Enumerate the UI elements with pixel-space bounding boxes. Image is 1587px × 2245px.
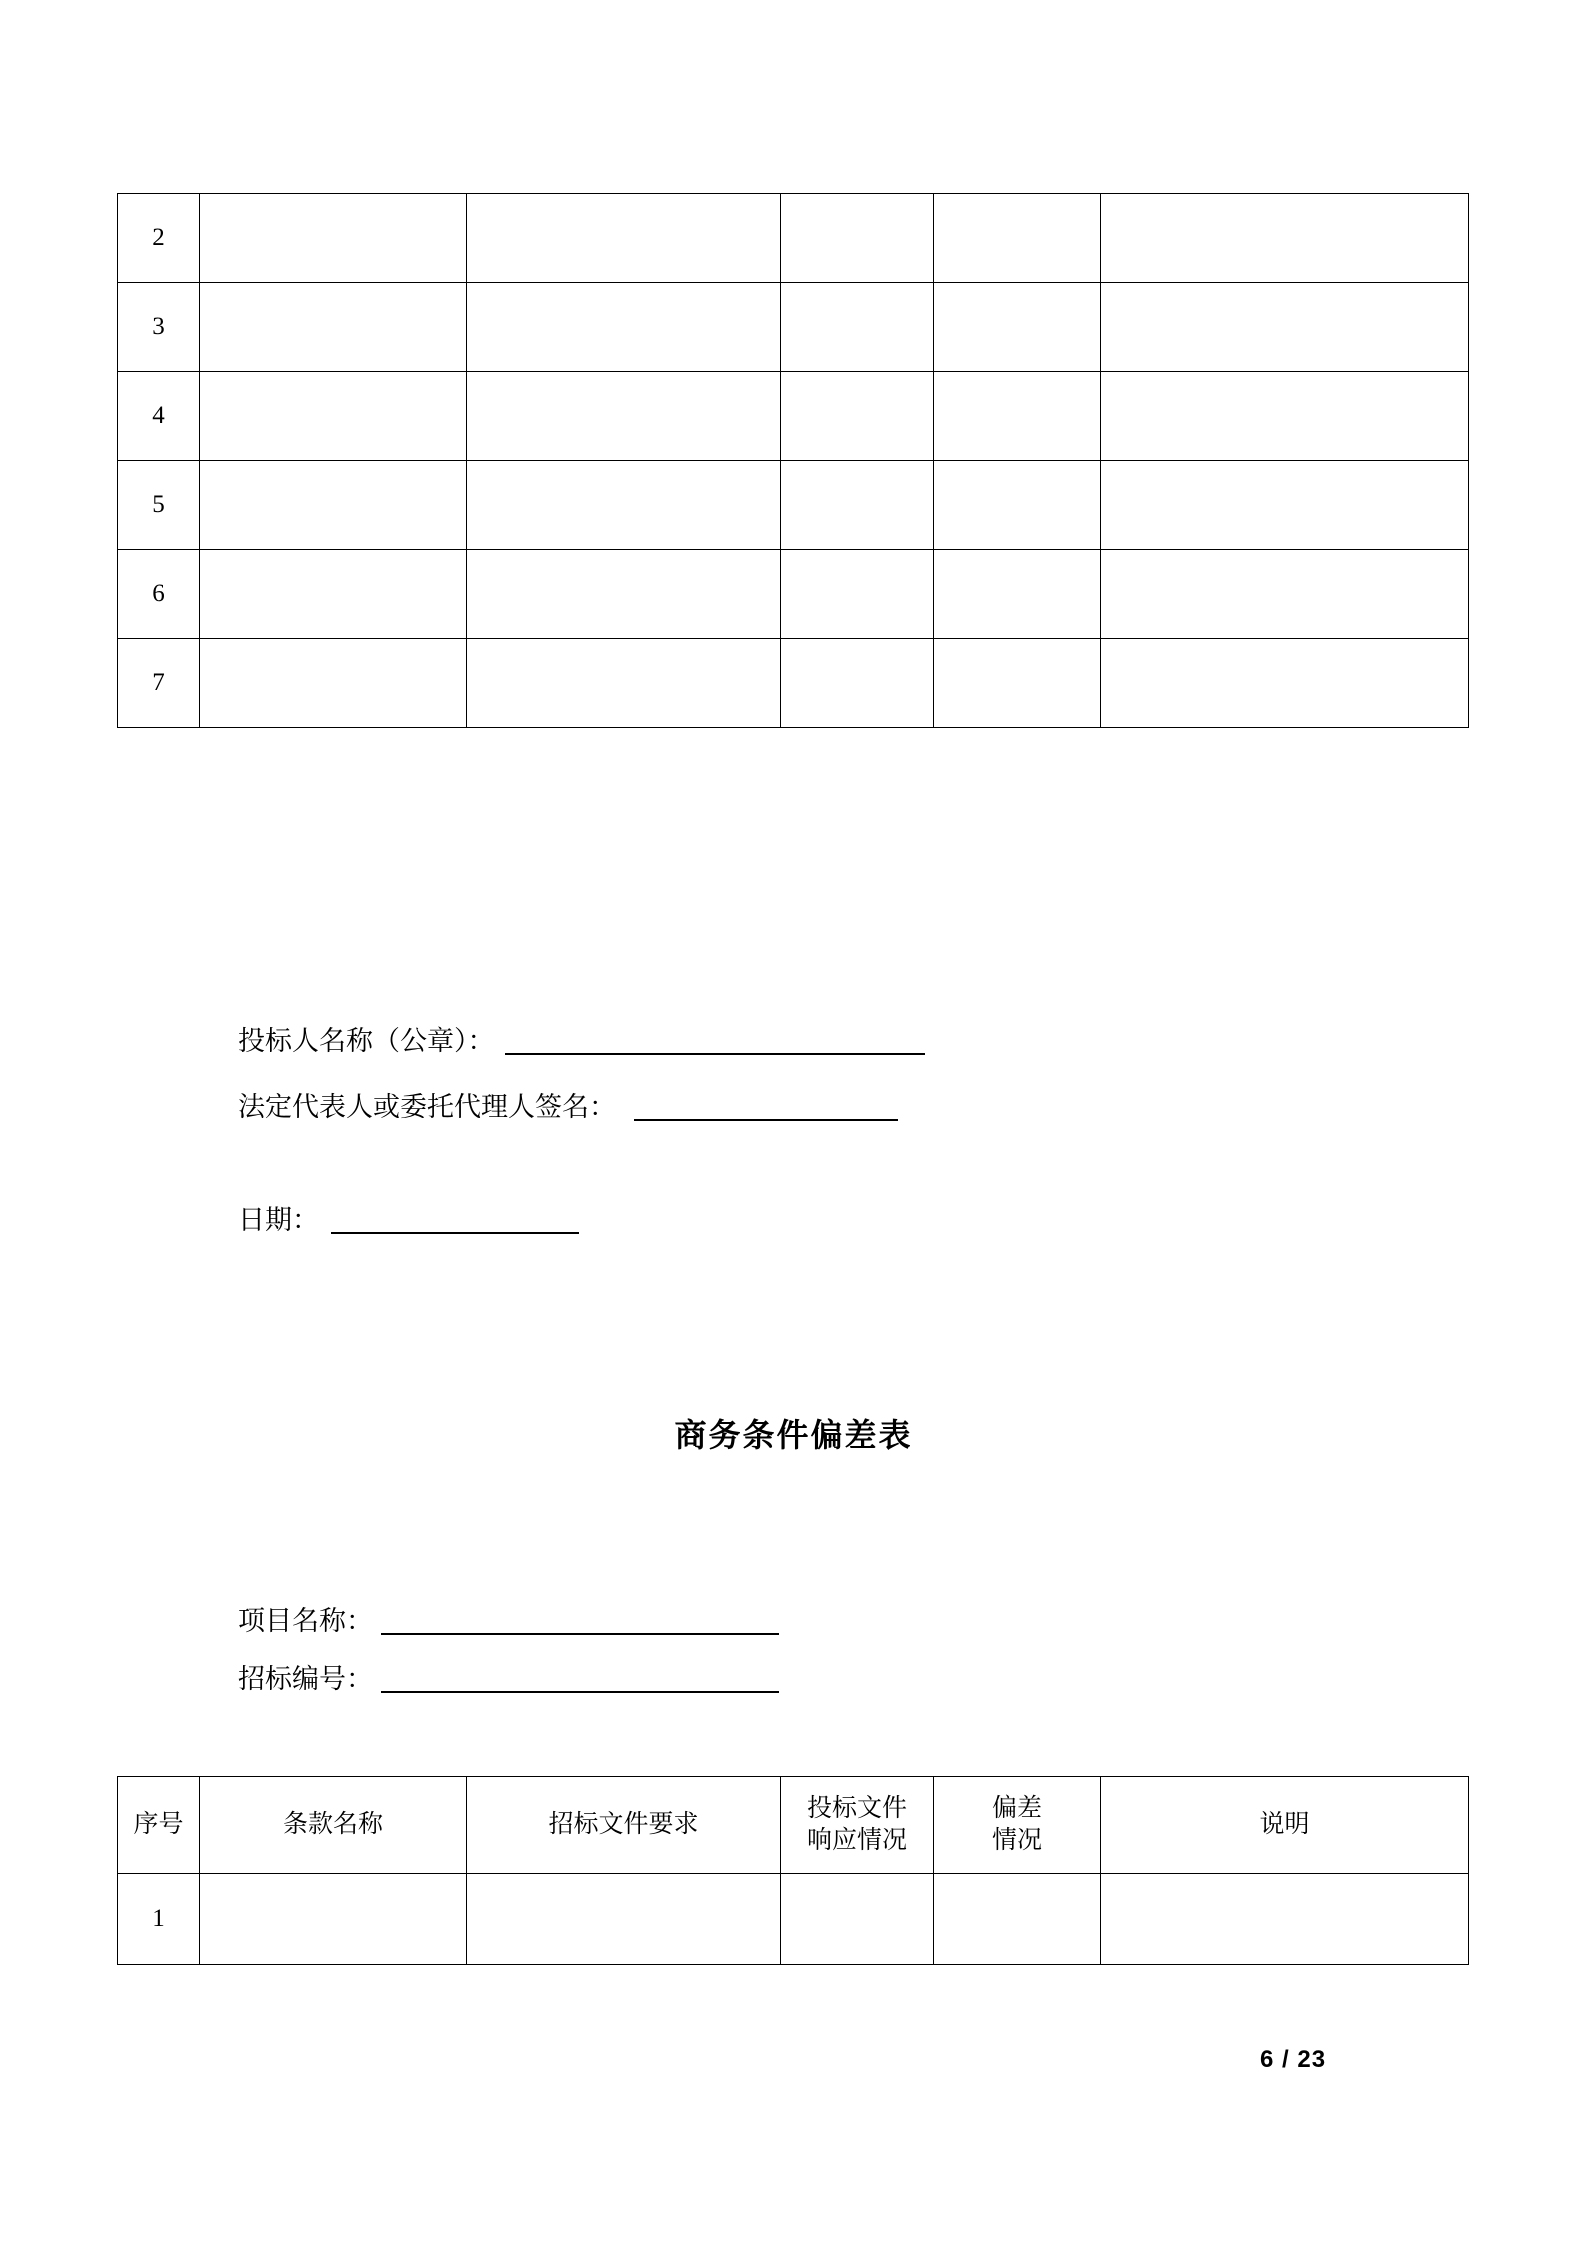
header-bid-response-line1: 投标文件 (806, 1795, 907, 1822)
date-line (238, 1206, 579, 1234)
header-deviation (934, 1777, 1101, 1874)
cell-tender-requirement (467, 372, 781, 461)
cell-remark (1101, 639, 1469, 728)
cell-clause-name (200, 283, 467, 372)
cell-deviation (934, 639, 1101, 728)
cell-remark (1101, 461, 1469, 550)
cell-remark (1101, 372, 1469, 461)
cell-tender-requirement (467, 639, 781, 728)
cell-deviation (934, 461, 1101, 550)
cell-bid-response (781, 1874, 934, 1965)
header-remark (1101, 1777, 1469, 1874)
cell-seq: 7 (118, 639, 200, 728)
cell-bid-response (781, 372, 934, 461)
cell-clause-name (200, 1874, 467, 1965)
bidder-name-input[interactable] (505, 1027, 925, 1055)
table-row (118, 194, 1469, 283)
cell-bid-response (781, 283, 934, 372)
bid-number-input[interactable] (381, 1665, 779, 1693)
cell-tender-requirement (467, 1874, 781, 1965)
bidder-name-label: 投标人名称（公章）： (238, 1025, 495, 1056)
bidder-name-line (238, 1027, 925, 1055)
signature-label: 法定代表人或委托代理人签名： (238, 1091, 616, 1122)
bid-number-label: 招标编号： (238, 1663, 373, 1694)
cell-seq: 1 (118, 1874, 200, 1965)
signature-input[interactable] (634, 1093, 898, 1121)
project-name-label: 项目名称： (238, 1605, 373, 1636)
bid-number-line (238, 1665, 779, 1693)
header-tender-requirement-line1: 招标文件要求 (548, 1811, 699, 1838)
header-remark-line1: 说明 (1259, 1811, 1310, 1838)
cell-deviation (934, 283, 1101, 372)
cell-bid-response (781, 461, 934, 550)
table-row (118, 639, 1469, 728)
date-label: 日期： (238, 1204, 319, 1235)
deviation-table-continued (117, 193, 1469, 728)
header-bid-response-line2: 响应情况 (806, 1827, 907, 1854)
cell-bid-response (781, 639, 934, 728)
cell-remark (1101, 283, 1469, 372)
table-row (118, 372, 1469, 461)
cell-tender-requirement (467, 550, 781, 639)
cell-clause-name (200, 461, 467, 550)
header-deviation-line1: 偏差 (991, 1795, 1042, 1822)
date-input[interactable] (331, 1206, 579, 1234)
cell-remark (1101, 1874, 1469, 1965)
table-row (118, 461, 1469, 550)
page-number: 6 / 23 (1260, 2046, 1327, 2073)
page-title: 商务条件偏差表 (674, 1417, 913, 1453)
cell-deviation (934, 372, 1101, 461)
cell-seq: 4 (118, 372, 200, 461)
cell-deviation (934, 194, 1101, 283)
business-deviation-table (117, 1776, 1469, 1965)
project-name-line (238, 1607, 779, 1635)
table-row (118, 550, 1469, 639)
cell-clause-name (200, 194, 467, 283)
cell-bid-response (781, 194, 934, 283)
cell-deviation (934, 550, 1101, 639)
header-seq-line1: 序号 (133, 1811, 184, 1838)
header-clause-name-line1: 条款名称 (282, 1811, 383, 1838)
header-bid-response (781, 1777, 934, 1874)
cell-seq: 5 (118, 461, 200, 550)
signature-line (238, 1093, 898, 1121)
header-clause-name (200, 1777, 467, 1874)
header-tender-requirement (467, 1777, 781, 1874)
cell-remark (1101, 550, 1469, 639)
table-header-row (118, 1777, 1469, 1874)
cell-seq: 6 (118, 550, 200, 639)
table-row (118, 283, 1469, 372)
cell-clause-name (200, 372, 467, 461)
cell-tender-requirement (467, 461, 781, 550)
cell-tender-requirement (467, 283, 781, 372)
header-deviation-line2: 情况 (991, 1827, 1042, 1854)
header-seq (118, 1777, 200, 1874)
project-name-input[interactable] (381, 1607, 779, 1635)
cell-seq: 2 (118, 194, 200, 283)
cell-seq: 3 (118, 283, 200, 372)
cell-tender-requirement (467, 194, 781, 283)
cell-deviation (934, 1874, 1101, 1965)
cell-clause-name (200, 550, 467, 639)
cell-bid-response (781, 550, 934, 639)
cell-remark (1101, 194, 1469, 283)
cell-clause-name (200, 639, 467, 728)
table-row (118, 1874, 1469, 1965)
